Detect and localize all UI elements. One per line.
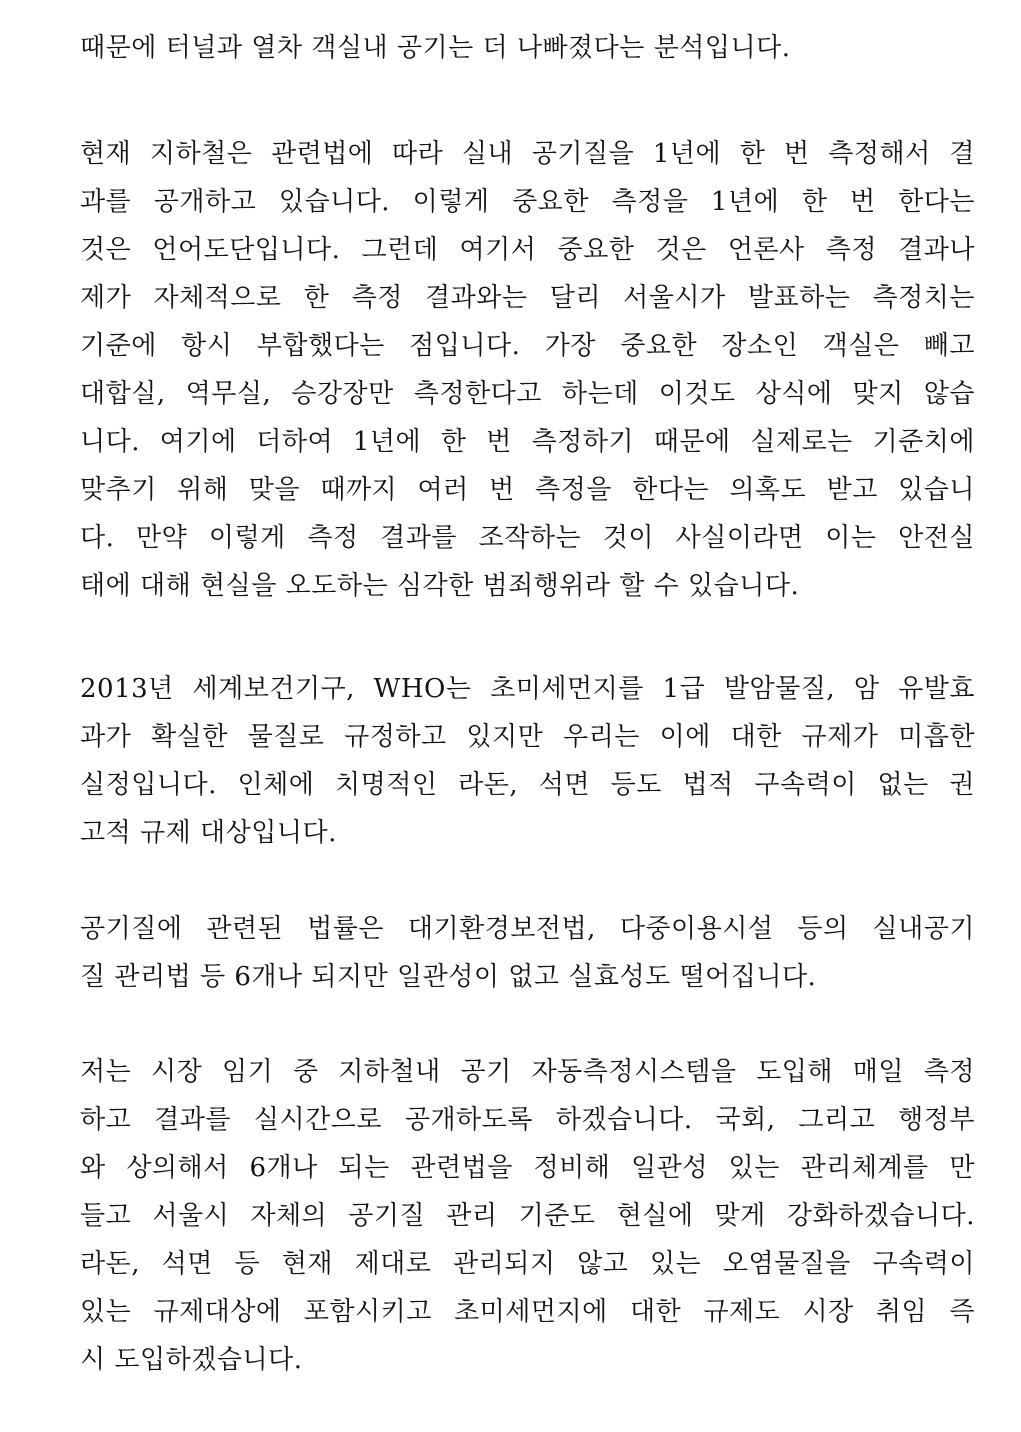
paragraph-subway-measurement	[80, 130, 975, 610]
text-line: 현재 지하철은 관련법에 따라 실내 공기질을 1년에 한 번 측정해서 결	[80, 139, 975, 169]
text-line: 기준에 항시 부합했다는 점입니다. 가장 중요한 장소인 객실은 빼고	[80, 331, 975, 361]
text-line: 들고 서울시 자체의 공기질 관리 기준도 현실에 맞게 강화하겠습니다.	[80, 1201, 975, 1231]
text-line: 실정입니다. 인체에 치명적인 라돈, 석면 등도 법적 구속력이 없는 권	[80, 770, 975, 800]
text-line: 과가 확실한 물질로 규정하고 있지만 우리는 이에 대한 규제가 미흡한	[80, 722, 975, 752]
text-line: 질 관리법 등 6개나 되지만 일관성이 없고 실효성도 떨어집니다.	[80, 962, 817, 992]
paragraph-pledge	[80, 1048, 975, 1384]
text-line: 있는 규제대상에 포함시키고 초미세먼지에 대한 규제도 시장 취임 즉	[80, 1297, 975, 1327]
text-line: 라돈, 석면 등 현재 제대로 관리되지 않고 있는 오염물질을 구속력이	[80, 1249, 975, 1279]
text-line: 시 도입하겠습니다.	[80, 1345, 303, 1375]
text-line: 다. 만약 이렇게 측정 결과를 조작하는 것이 사실이라면 이는 안전실	[80, 523, 975, 553]
text-line: 맞추기 위해 맞을 때까지 여러 번 측정을 한다는 의혹도 받고 있습니	[80, 475, 975, 505]
text-line: 과를 공개하고 있습니다. 이렇게 중요한 측정을 1년에 한 번 한다는	[80, 187, 975, 217]
text-line: 대합실, 역무실, 승강장만 측정한다고 하는데 이것도 상식에 맞지 않습	[80, 379, 975, 409]
text-line: 태에 대해 현실을 오도하는 심각한 범죄행위라 할 수 있습니다.	[80, 571, 800, 601]
text-line: 와 상의해서 6개나 되는 관련법을 정비해 일관성 있는 관리체계를 만	[80, 1153, 975, 1183]
text-line: 저는 시장 임기 중 지하철내 공기 자동측정시스템을 도입해 매일 측정	[80, 1057, 975, 1087]
paragraph-who-fine-dust	[80, 665, 975, 857]
text-line: 고적 규제 대상입니다.	[80, 818, 337, 848]
text-line: 하고 결과를 실시간으로 공개하도록 하겠습니다. 국회, 그리고 행정부	[80, 1105, 975, 1135]
paragraph-related-laws	[80, 905, 975, 1001]
text-line: 니다. 여기에 더하여 1년에 한 번 측정하기 때문에 실제로는 기준치에	[80, 427, 975, 457]
text-line: 것은 언어도단입니다. 그런데 여기서 중요한 것은 언론사 측정 결과나	[80, 235, 975, 265]
text-line: 때문에 터널과 열차 객실내 공기는 더 나빠졌다는 분석입니다.	[80, 33, 791, 63]
text-line: 2013년 세계보건기구, WHO는 초미세먼지를 1급 발암물질, 암 유발효	[80, 674, 975, 704]
text-line: 제가 자체적으로 한 측정 결과와는 달리 서울시가 발표하는 측정치는	[80, 283, 975, 313]
text-line: 공기질에 관련된 법률은 대기환경보전법, 다중이용시설 등의 실내공기	[80, 914, 975, 944]
paragraph-air-quality-analysis	[80, 24, 975, 72]
